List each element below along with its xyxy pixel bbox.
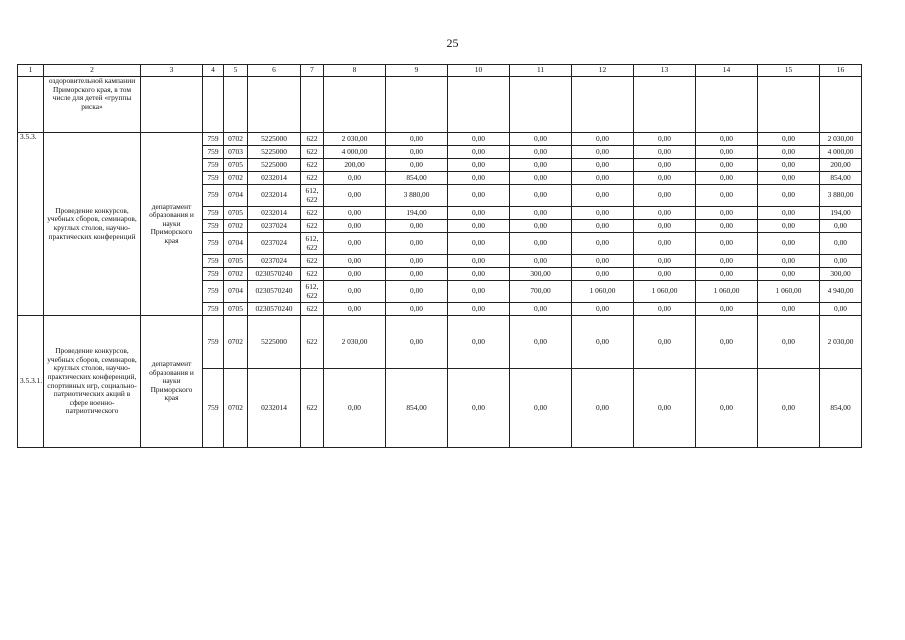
table-cell: 0,00	[510, 220, 572, 233]
table-cell: 622	[301, 146, 324, 159]
page-number: 25	[446, 36, 459, 50]
table-cell: 0,00	[448, 369, 510, 448]
table-cell: 0,00	[696, 172, 758, 185]
table-cell: 0,00	[510, 316, 572, 369]
table-cell: 0,00	[634, 185, 696, 207]
table-cell: 622	[301, 255, 324, 268]
table-cell: 0704	[224, 185, 248, 207]
table-cell: 0,00	[324, 268, 386, 281]
table-cell: 0,00	[510, 207, 572, 220]
table-cell: 0705	[224, 159, 248, 172]
table-cell: 1 060,00	[758, 281, 820, 303]
table-cell: 622	[301, 133, 324, 146]
table-cell: 759	[203, 303, 224, 316]
table-cell: 0,00	[634, 220, 696, 233]
column-header: 7	[301, 65, 324, 77]
table-cell: 0,00	[758, 185, 820, 207]
table-cell: 0,00	[386, 281, 448, 303]
table-cell: 0,00	[386, 133, 448, 146]
table-cell: 0,00	[758, 146, 820, 159]
table-cell: 0,00	[634, 233, 696, 255]
table-cell: 759	[203, 233, 224, 255]
table-cell: 0,00	[510, 172, 572, 185]
table-cell: 0,00	[510, 185, 572, 207]
table-cell: 0,00	[386, 233, 448, 255]
empty-cell	[572, 77, 634, 133]
empty-cell	[18, 77, 44, 133]
table-cell: 194,00	[820, 207, 862, 220]
table-cell: 2 030,00	[324, 316, 386, 369]
table-cell: 0,00	[758, 172, 820, 185]
table-cell: 0232014	[248, 172, 301, 185]
table-cell: 0,00	[758, 255, 820, 268]
table-cell: 0,00	[696, 146, 758, 159]
table-cell: 0,00	[696, 207, 758, 220]
column-header: 12	[572, 65, 634, 77]
table-cell: 854,00	[820, 172, 862, 185]
table-cell: 1 060,00	[634, 281, 696, 303]
column-header: 14	[696, 65, 758, 77]
empty-cell	[324, 77, 386, 133]
table-cell: 612, 622	[301, 185, 324, 207]
table-cell: 759	[203, 185, 224, 207]
table-cell: 300,00	[820, 268, 862, 281]
table-cell: 0,00	[386, 146, 448, 159]
table-cell: 759	[203, 316, 224, 369]
table-cell: 0,00	[634, 146, 696, 159]
continuation-text: оздоровительной кампании Приморского края, в том числе для детей «группы риска»	[44, 77, 141, 133]
table-cell: 0,00	[696, 268, 758, 281]
table-cell: 0,00	[324, 220, 386, 233]
table-cell: 200,00	[820, 159, 862, 172]
table-cell: 0,00	[696, 233, 758, 255]
table-cell: 759	[203, 207, 224, 220]
table-cell: 759	[203, 281, 224, 303]
table-cell: 0,00	[448, 133, 510, 146]
empty-cell	[386, 77, 448, 133]
table-cell: 0,00	[448, 255, 510, 268]
table-cell: 5225000	[248, 133, 301, 146]
table-cell: 0,00	[324, 172, 386, 185]
table-cell: 0,00	[820, 255, 862, 268]
table-cell: 0,00	[448, 316, 510, 369]
column-header: 15	[758, 65, 820, 77]
empty-cell	[510, 77, 572, 133]
table-cell: 0,00	[448, 159, 510, 172]
table-cell: 622	[301, 207, 324, 220]
table-cell: 0702	[224, 316, 248, 369]
table-cell: 0,00	[324, 369, 386, 448]
column-header: 8	[324, 65, 386, 77]
table-cell: 0,00	[758, 268, 820, 281]
table-cell: 0,00	[696, 220, 758, 233]
item-code: 3.5.3.1.	[18, 316, 44, 448]
table-cell: 0232014	[248, 369, 301, 448]
column-header: 3	[141, 65, 203, 77]
table-cell: 0,00	[572, 159, 634, 172]
table-cell: 0,00	[386, 268, 448, 281]
column-header: 6	[248, 65, 301, 77]
table-cell: 3 880,00	[386, 185, 448, 207]
table-cell: 759	[203, 146, 224, 159]
table-cell: 0702	[224, 133, 248, 146]
table-cell: 0704	[224, 281, 248, 303]
table-cell: 0,00	[758, 133, 820, 146]
table-cell: 759	[203, 369, 224, 448]
item-executor: департамент образования и науки Приморского края	[141, 133, 203, 316]
table-cell: 0237024	[248, 255, 301, 268]
table-cell: 0,00	[634, 159, 696, 172]
table-cell: 5225000	[248, 146, 301, 159]
table-cell: 0230570240	[248, 281, 301, 303]
table-cell: 0702	[224, 220, 248, 233]
table-cell: 0,00	[634, 172, 696, 185]
column-header: 4	[203, 65, 224, 77]
empty-cell	[634, 77, 696, 133]
table-cell: 0,00	[324, 233, 386, 255]
table-row	[18, 133, 862, 146]
header-row	[18, 65, 862, 77]
table-cell: 0,00	[448, 281, 510, 303]
table-cell: 0237024	[248, 220, 301, 233]
table-cell: 622	[301, 172, 324, 185]
table-cell: 0702	[224, 369, 248, 448]
table-cell: 622	[301, 159, 324, 172]
table-cell: 0,00	[324, 281, 386, 303]
table-cell: 3 880,00	[820, 185, 862, 207]
column-header: 1	[18, 65, 44, 77]
empty-cell	[301, 77, 324, 133]
table-cell: 0,00	[820, 303, 862, 316]
table-cell: 0,00	[572, 233, 634, 255]
table-cell: 0,00	[696, 303, 758, 316]
table-cell: 0,00	[758, 303, 820, 316]
table-cell: 0,00	[572, 255, 634, 268]
budget-table	[17, 64, 862, 448]
table-cell: 0232014	[248, 207, 301, 220]
table-cell: 0,00	[758, 159, 820, 172]
table-cell: 0,00	[758, 220, 820, 233]
table-cell: 0,00	[572, 146, 634, 159]
table-cell: 0,00	[324, 303, 386, 316]
table-cell: 622	[301, 303, 324, 316]
table-cell: 854,00	[386, 172, 448, 185]
empty-cell	[203, 77, 224, 133]
table-cell: 0,00	[820, 220, 862, 233]
table-cell: 0,00	[324, 185, 386, 207]
table-cell: 2 030,00	[820, 316, 862, 369]
table-cell: 0230570240	[248, 303, 301, 316]
table-cell: 759	[203, 172, 224, 185]
table-cell: 0,00	[510, 159, 572, 172]
item-name: Проведение конкурсов, учебных сборов, семинаров, круглых столов, научно-практических конференций, спортивных игр, социально-патриотических акций в сфере военно-патриотического	[44, 316, 141, 448]
table-cell: 622	[301, 369, 324, 448]
table-cell: 0,00	[448, 303, 510, 316]
table-cell: 0,00	[448, 220, 510, 233]
table-cell: 0,00	[448, 172, 510, 185]
table-cell: 0,00	[448, 146, 510, 159]
table-row	[18, 316, 862, 369]
empty-cell	[758, 77, 820, 133]
item-code: 3.5.3.	[18, 133, 44, 316]
table-cell: 0,00	[448, 207, 510, 220]
table-cell: 200,00	[324, 159, 386, 172]
table-cell: 0,00	[634, 207, 696, 220]
table-cell: 0,00	[448, 185, 510, 207]
table-cell: 0,00	[696, 255, 758, 268]
table-cell: 0703	[224, 146, 248, 159]
table-cell: 0,00	[572, 316, 634, 369]
column-header: 10	[448, 65, 510, 77]
table-cell: 0,00	[758, 316, 820, 369]
table-cell: 5225000	[248, 316, 301, 369]
table-cell: 759	[203, 133, 224, 146]
table-cell: 0,00	[572, 172, 634, 185]
continuation-row	[18, 77, 862, 133]
table-cell: 0,00	[572, 220, 634, 233]
table-cell: 854,00	[820, 369, 862, 448]
table-cell: 1 060,00	[572, 281, 634, 303]
table-cell: 2 030,00	[324, 133, 386, 146]
table-cell: 0,00	[572, 133, 634, 146]
table-cell: 0,00	[572, 268, 634, 281]
table-cell: 0,00	[634, 133, 696, 146]
table-cell: 0702	[224, 172, 248, 185]
table-cell: 0,00	[510, 303, 572, 316]
table-cell: 0,00	[572, 303, 634, 316]
column-header: 16	[820, 65, 862, 77]
table-cell: 0,00	[696, 159, 758, 172]
table-cell: 0,00	[634, 369, 696, 448]
table-cell: 0,00	[448, 233, 510, 255]
empty-cell	[696, 77, 758, 133]
table-cell: 0232014	[248, 185, 301, 207]
table-cell: 759	[203, 159, 224, 172]
column-header: 5	[224, 65, 248, 77]
table-cell: 0,00	[634, 268, 696, 281]
table-cell: 0,00	[820, 233, 862, 255]
table-cell: 0,00	[572, 207, 634, 220]
table-cell: 0,00	[386, 220, 448, 233]
column-header: 11	[510, 65, 572, 77]
item-name: Проведение конкурсов, учебных сборов, семинаров, круглых столов, научно-практических конференций	[44, 133, 141, 316]
table-cell: 0,00	[386, 159, 448, 172]
table-cell: 0,00	[572, 185, 634, 207]
table-cell: 854,00	[386, 369, 448, 448]
table-cell: 612, 622	[301, 233, 324, 255]
column-header: 13	[634, 65, 696, 77]
table-cell: 622	[301, 268, 324, 281]
table-cell: 0,00	[510, 233, 572, 255]
empty-cell	[141, 77, 203, 133]
table-cell: 700,00	[510, 281, 572, 303]
table-cell: 0,00	[324, 207, 386, 220]
table-cell: 1 060,00	[696, 281, 758, 303]
item-executor: департамент образования и науки Приморского края	[141, 316, 203, 448]
table-cell: 0,00	[510, 146, 572, 159]
table-cell: 759	[203, 255, 224, 268]
table-cell: 759	[203, 268, 224, 281]
table-cell: 0704	[224, 233, 248, 255]
table-cell: 759	[203, 220, 224, 233]
table-cell: 0705	[224, 207, 248, 220]
table-cell: 622	[301, 316, 324, 369]
table-cell: 0702	[224, 268, 248, 281]
empty-cell	[448, 77, 510, 133]
empty-cell	[248, 77, 301, 133]
table-cell: 0,00	[448, 268, 510, 281]
table-cell: 0,00	[758, 207, 820, 220]
table-cell: 612, 622	[301, 281, 324, 303]
table-cell: 0,00	[386, 303, 448, 316]
empty-cell	[820, 77, 862, 133]
table-cell: 5225000	[248, 159, 301, 172]
table-cell: 0,00	[758, 369, 820, 448]
empty-cell	[224, 77, 248, 133]
table-cell: 0237024	[248, 233, 301, 255]
table-cell: 0,00	[634, 303, 696, 316]
table-cell: 4 940,00	[820, 281, 862, 303]
table-cell: 0,00	[696, 316, 758, 369]
table-cell: 0,00	[634, 255, 696, 268]
table-cell: 0,00	[696, 133, 758, 146]
table-cell: 4 000,00	[324, 146, 386, 159]
table-cell: 194,00	[386, 207, 448, 220]
table-cell: 4 000,00	[820, 146, 862, 159]
table-cell: 0,00	[758, 233, 820, 255]
table-cell: 0,00	[386, 255, 448, 268]
column-header: 2	[44, 65, 141, 77]
table-cell: 0,00	[696, 369, 758, 448]
table-cell: 0,00	[386, 316, 448, 369]
table-cell: 0,00	[696, 185, 758, 207]
table-cell: 300,00	[510, 268, 572, 281]
column-header: 9	[386, 65, 448, 77]
table-cell: 622	[301, 220, 324, 233]
table-cell: 2 030,00	[820, 133, 862, 146]
table-cell: 0,00	[510, 255, 572, 268]
table-cell: 0,00	[510, 369, 572, 448]
table-cell: 0705	[224, 255, 248, 268]
table-cell: 0,00	[572, 369, 634, 448]
table-cell: 0705	[224, 303, 248, 316]
table-cell: 0,00	[324, 255, 386, 268]
table-cell: 0230570240	[248, 268, 301, 281]
table-cell: 0,00	[634, 316, 696, 369]
table-cell: 0,00	[510, 133, 572, 146]
